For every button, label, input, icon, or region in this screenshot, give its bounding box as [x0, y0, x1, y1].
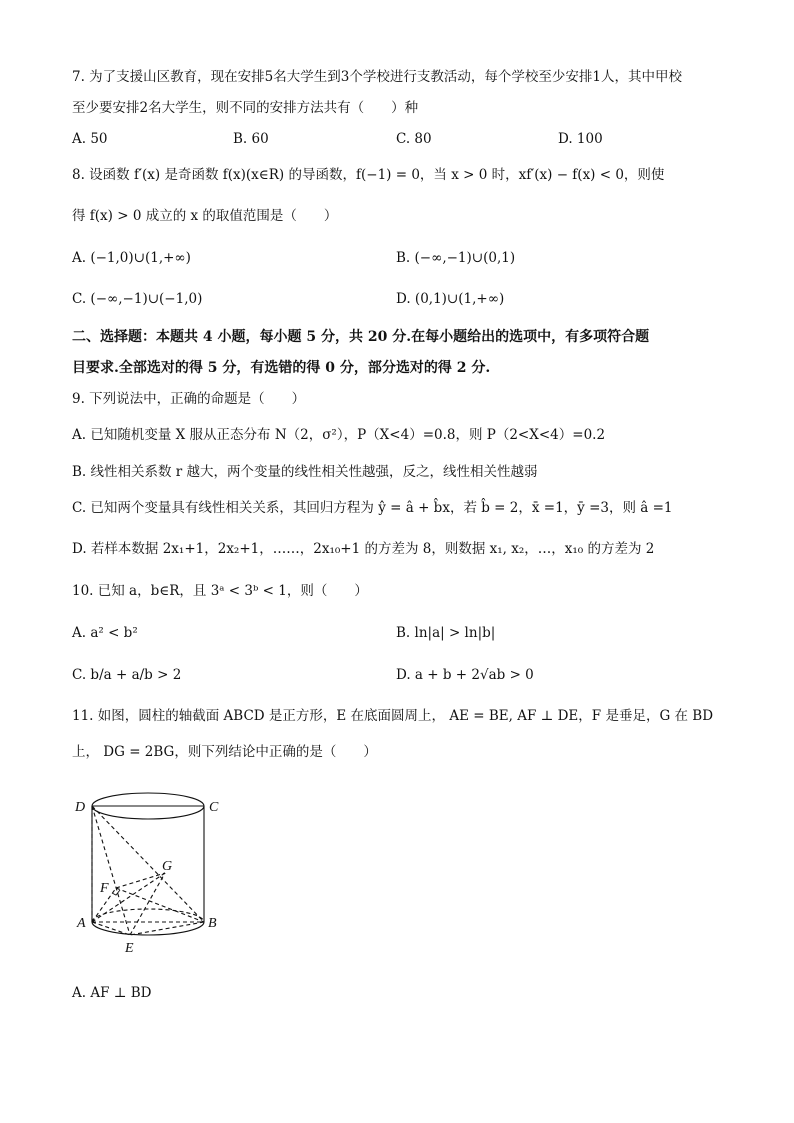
segment-fb — [116, 888, 204, 922]
label-a: A — [77, 916, 86, 931]
q7-stem-line1: 7. 为了支援山区教育，现在安排5名大学生到3个学校进行支教活动，每个学校至少安排1人，其中甲校 — [72, 69, 682, 85]
q10-option-d: D. a + b + 2√ab > 0 — [396, 667, 534, 683]
section2-heading-line1: 二、选择题：本题共 4 小题，每小题 5 分，共 20 分.在每小题给出的选项中，有多项符合题 — [72, 329, 650, 345]
q9-option-c: C. 已知两个变量具有线性相关关系，其回归方程为 ŷ = â + b̂x，若 b̂ = 2，x̄ =1，ȳ =3，则 â =1 — [72, 500, 673, 516]
q7-option-d: D. 100 — [558, 131, 603, 147]
q10-stem: 10. 已知 a，b∈R，且 3ᵃ < 3ᵇ < 1，则（ ） — [72, 583, 368, 599]
q10-option-a: A. a² < b² — [72, 625, 138, 641]
q9-stem: 9. 下列说法中，正确的命题是（ ） — [72, 391, 306, 407]
segment-ae — [92, 922, 130, 935]
q8-option-c: C. (−∞,−1)∪(−1,0) — [72, 291, 203, 307]
q8-option-b: B. (−∞,−1)∪(0,1) — [396, 250, 516, 266]
segment-be — [130, 922, 204, 935]
label-e: E — [125, 941, 134, 956]
q8-option-a: A. (−1,0)∪(1,+∞) — [72, 250, 191, 266]
q11-stem-line2: 上， DG = 2BG，则下列结论中正确的是（ ） — [72, 744, 377, 760]
q7-option-a: A. 50 — [72, 131, 108, 147]
q8-stem-line1: 8. 设函数 f′(x) 是奇函数 f(x)(x∈R) 的导函数，f(−1) = 0，当 x > 0 时，xf′(x) − f(x) < 0，则使 — [72, 167, 665, 183]
bottom-ellipse-front — [92, 922, 204, 935]
q9-option-b: B. 线性相关系数 r 越大，两个变量的线性相关性越强，反之，线性相关性越弱 — [72, 464, 538, 480]
q11-stem-line1: 11. 如图，圆柱的轴截面 ABCD 是正方形，E 在底面圆周上， AE = BE, AF ⊥ DE，F 是垂足，G 在 BD — [72, 708, 714, 724]
label-d: D — [75, 800, 86, 815]
segment-eg — [130, 873, 165, 935]
q9-option-d: D. 若样本数据 2x₁+1，2x₂+1，……，2x₁₀+1 的方差为 8，则数据 x₁, x₂，…，x₁₀ 的方差为 2 — [72, 541, 655, 557]
segment-db — [92, 806, 204, 922]
q10-option-c: C. b/a + a/b > 2 — [72, 667, 182, 683]
label-c: C — [209, 800, 219, 815]
bottom-ellipse-back — [92, 909, 204, 922]
q7-stem-line2: 至少要安排2名大学生，则不同的安排方法共有（ ）种 — [72, 100, 419, 116]
section2-heading-line2: 目要求.全部选对的得 5 分，有选错的得 0 分，部分选对的得 2 分. — [72, 360, 491, 376]
q8-stem-line2: 得 f(x) > 0 成立的 x 的取值范围是（ ） — [72, 208, 338, 224]
label-f: F — [100, 881, 109, 896]
q11-option-a: A. AF ⊥ BD — [72, 985, 152, 1001]
q9-option-a: A. 已知随机变量 X 服从正态分布 N（2，σ²），P（X<4）=0.8，则 P（2<X<4）=0.2 — [72, 427, 606, 443]
cylinder-figure — [68, 792, 248, 982]
label-g: G — [162, 859, 173, 874]
segment-de — [92, 806, 130, 935]
q10-option-b: B. ln|a| > ln|b| — [396, 625, 496, 641]
label-b: B — [208, 916, 217, 931]
q7-option-b: B. 60 — [233, 131, 269, 147]
q7-option-c: C. 80 — [396, 131, 432, 147]
q8-option-d: D. (0,1)∪(1,+∞) — [396, 291, 505, 307]
